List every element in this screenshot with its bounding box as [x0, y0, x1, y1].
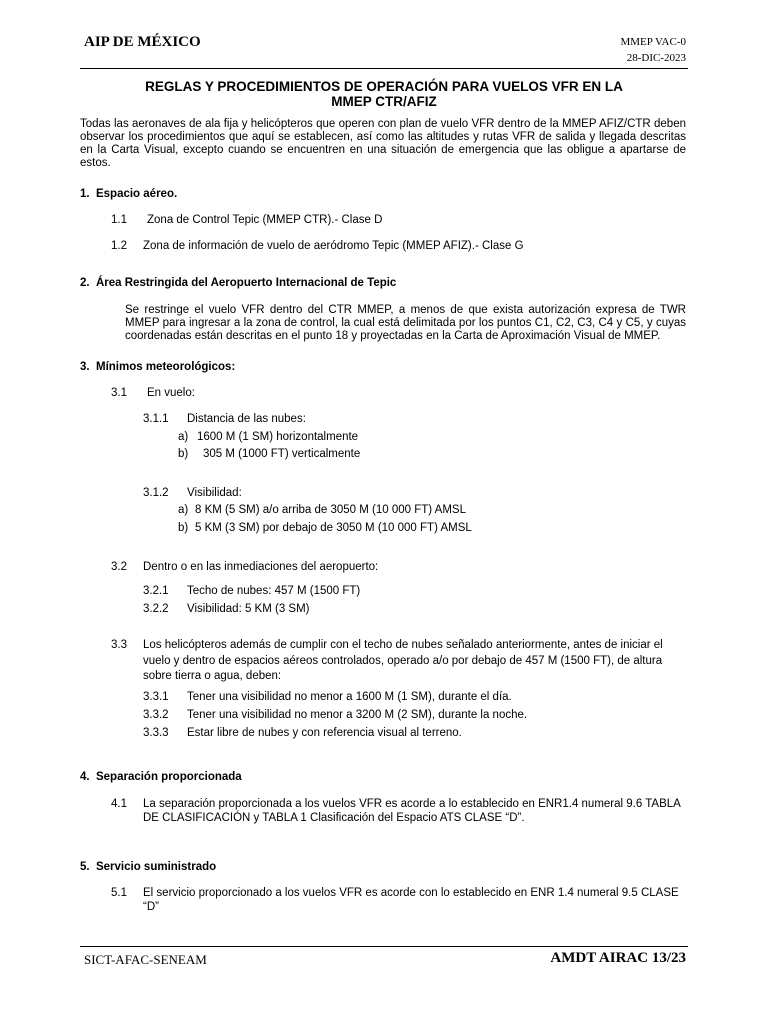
- item-3-3-3-text: Estar libre de nubes y con referencia visual al terreno.: [187, 727, 462, 739]
- header-date: 28-DIC-2023: [626, 52, 686, 64]
- item-4-1-text: La separación proporcionada a los vuelos VFR es acorde a lo establecido en ENR1.4 numeral 9.6 TABLA DE CLASIFICACIÓN y TABLA 1 Clasificación del Espacio ATS CLASE “D”.: [143, 798, 681, 824]
- section-2-paragraph: Se restringe el vuelo VFR dentro del CTR MMEP, a menos de que exista autorización expresa de TWR MMEP para ingresar a la zona de control, la cual está delimitada por los puntos C1, C2, C3, C4 y C5, y cuyas coordenadas están descritas en el punto 18 y proyectadas en la Carta de Aproximación Visual de MMEP.: [125, 304, 686, 342]
- section-3-heading: [80, 361, 235, 373]
- item-3-1-number: 3.1: [111, 387, 127, 399]
- document-title-line1: REGLAS Y PROCEDIMIENTOS DE OPERACIÓN PARA VUELOS VFR EN LA: [145, 79, 623, 94]
- item-1-2-text: Zona de información de vuelo de aeródromo Tepic (MMEP AFIZ).- Clase G: [143, 240, 524, 252]
- section-5-heading: [80, 861, 216, 873]
- item-1-2-number: 1.2: [111, 240, 127, 252]
- item-3-1-1-text: Distancia de las nubes:: [187, 413, 306, 425]
- section-1-heading: [80, 188, 177, 200]
- item-3-1-1-b-text: 305 M (1000 FT) verticalmente: [203, 448, 361, 460]
- header-doc-info: [620, 34, 686, 66]
- header-divider: [80, 68, 688, 69]
- item-4-1-number: 4.1: [111, 798, 127, 810]
- item-3-3-2-number: 3.3.2: [143, 709, 169, 721]
- item-3-1-2-text: Visibilidad:: [187, 487, 242, 499]
- footer-organization: SICT-AFAC-SENEAM: [84, 952, 207, 967]
- section-title: Separación proporcionada: [95, 771, 242, 783]
- section-title: Espacio aéreo.: [95, 188, 178, 200]
- section-title: Área Restringida del Aeropuerto Internacional de Tepic: [95, 277, 397, 289]
- item-3-1-1-number: 3.1.1: [143, 413, 169, 425]
- item-3-3-2-text: Tener una visibilidad no menor a 3200 M (2 SM), durante la noche.: [187, 709, 528, 721]
- section-number: 4.: [80, 771, 90, 783]
- footer-divider: [80, 946, 688, 947]
- item-3-2-1-text: Techo de nubes: 457 M (1500 FT): [187, 585, 361, 597]
- section-4-heading: [80, 771, 242, 783]
- document-title: [80, 79, 688, 109]
- document-title-line2: MMEP CTR/AFIZ: [331, 94, 437, 109]
- section-number: 2.: [80, 277, 90, 289]
- section-number: 1.: [80, 188, 90, 200]
- item-3-3-1-number: 3.3.1: [143, 691, 169, 703]
- item-3-2-number: 3.2: [111, 561, 127, 573]
- item-3-1-1-b-label: b): [178, 448, 189, 460]
- footer-amendment: AMDT AIRAC 13/23: [550, 950, 686, 966]
- item-3-1-2-number: 3.1.2: [143, 487, 169, 499]
- header-doc-code: MMEP VAC-0: [620, 36, 686, 48]
- item-1-1-text: Zona de Control Tepic (MMEP CTR).- Clase D: [147, 214, 383, 226]
- item-3-3-text: Los helicópteros además de cumplir con el techo de nubes señalado anteriormente, antes de iniciar el vuelo y dentro de espacios aéreos controlados, operado a/o por debajo de 457 M (1500 FT), de altura sobre tierra o agua, deben:: [143, 639, 663, 682]
- item-3-2-text: Dentro o en las inmediaciones del aeropuerto:: [143, 561, 379, 573]
- item-3-2-1-number: 3.2.1: [143, 585, 169, 597]
- item-3-3-number: 3.3: [111, 639, 127, 651]
- section-number: 3.: [80, 361, 90, 373]
- section-number: 5.: [80, 861, 90, 873]
- item-3-3-3-number: 3.3.3: [143, 727, 169, 739]
- section-title: Servicio suministrado: [95, 861, 217, 873]
- item-5-1-text: El servicio proporcionado a los vuelos VFR es acorde con lo establecido en ENR 1.4 numeral 9.5 CLASE “D”: [143, 887, 679, 913]
- item-1-1-number: 1.1: [111, 214, 127, 226]
- item-3-1-1-a-text: 1600 M (1 SM) horizontalmente: [197, 431, 359, 443]
- item-3-3-1-text: Tener una visibilidad no menor a 1600 M (1 SM), durante el día.: [187, 691, 512, 703]
- item-3-1-1-a-label: a): [178, 431, 189, 443]
- item-3-1-2-b-text: 5 KM (3 SM) por debajo de 3050 M (10 000 FT) AMSL: [195, 522, 472, 534]
- item-3-2-2-text: Visibilidad: 5 KM (3 SM): [187, 603, 310, 615]
- intro-paragraph: Todas las aeronaves de ala fija y helicópteros que operen con plan de vuelo VFR dentro de la MMEP AFIZ/CTR deben observar los procedimientos que aquí se establecen, así como las altitudes y rutas VFR de salida y llegada descritas en la Carta Visual, excepto cuando se encuentren en una situación de emergencia que las obligue a apartarse de estos.: [80, 118, 686, 169]
- section-title: Mínimos meteorológicos:: [95, 361, 236, 373]
- item-3-1-2-a-label: a): [178, 504, 189, 516]
- item-3-1-text: En vuelo:: [147, 387, 195, 399]
- item-3-1-2-a-text: 8 KM (5 SM) a/o arriba de 3050 M (10 000 FT) AMSL: [195, 504, 467, 516]
- item-3-1-2-b-label: b): [178, 522, 189, 534]
- item-3-2-2-number: 3.2.2: [143, 603, 169, 615]
- section-2-heading: [80, 277, 396, 289]
- header-aip-title: AIP DE MÉXICO: [84, 34, 201, 50]
- item-5-1-number: 5.1: [111, 887, 127, 899]
